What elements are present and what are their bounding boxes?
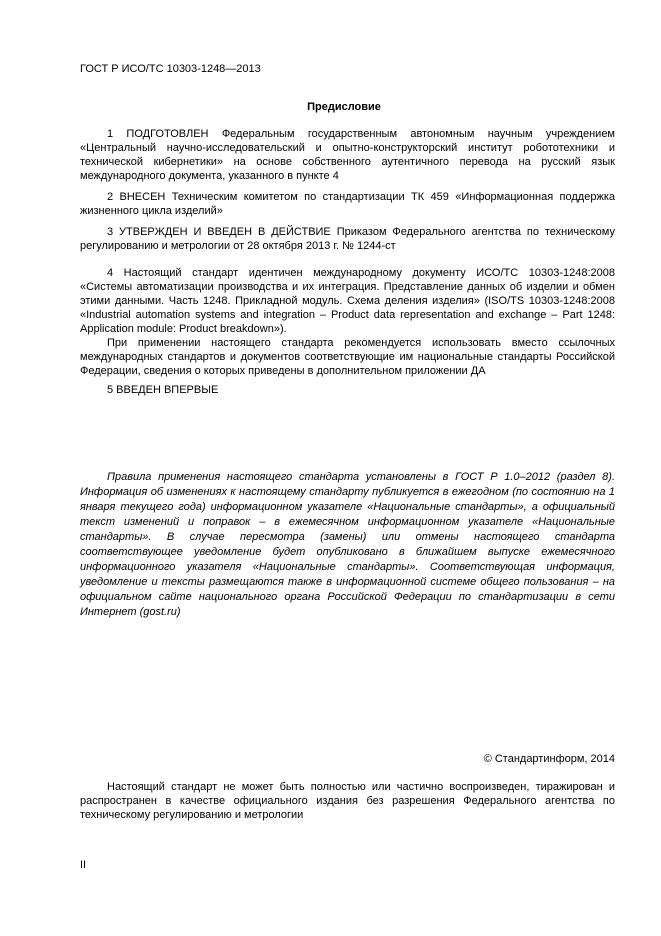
item-2-text: 2 ВНЕСЕН Техническим комитетом по стандартизации ТК 459 «Информационная поддержка жизненного цикла изделий»	[80, 191, 615, 217]
item-5-text: 5 ВВЕДЕН ВПЕРВЫЕ	[107, 384, 219, 396]
item-1-text: 1 ПОДГОТОВЛЕН Федеральным государственным автономным научным учреждением «Центральный научно-исследовательский и опытно-конструкторский институт робототехники и технической кибернетики» на основе собственного аутентичного перевода на русский язык международного документа, указанного в пункте 4	[80, 128, 615, 182]
copyright: © Стандартинформ, 2014	[483, 753, 615, 765]
section-title: Предисловие	[307, 101, 381, 113]
item-2	[80, 190, 615, 218]
item-4	[80, 266, 615, 378]
usage-notice	[80, 470, 615, 620]
item-4-note: При применении настоящего стандарта рекомендуется использовать вместо ссылочных международных стандартов и документов соответствующие им национальные стандарты Российской Федерации, сведения о которых приведены в дополнительном приложении ДА	[80, 337, 615, 377]
item-1	[80, 127, 615, 183]
page-number: II	[80, 859, 87, 871]
rights-statement	[80, 780, 615, 822]
item-5	[80, 383, 615, 397]
document-header: ГОСТ Р ИСО/ТС 10303-1248—2013	[80, 63, 261, 75]
item-4-text: 4 Настоящий стандарт идентичен международному документу ИСО/ТС 10303-1248:2008 «Системы автоматизации производства и их интеграция. Представление данных об изделии и обмен этими данными. Часть 1248. Прикладной модуль. Схема деления изделия» (ISO/TS 10303-1248:2008 «Industrial automation systems and integration – Product data representation and exchange – Part 1248: Application module: Product breakdown»).	[80, 267, 615, 335]
item-3-text: 3 УТВЕРЖДЕН И ВВЕДЕН В ДЕЙСТВИЕ Приказом Федерального агентства по техническому регулированию и метрологии от 28 октября 2013 г. № 1244-ст	[80, 226, 615, 252]
rights-statement-text: Настоящий стандарт не может быть полностью или частично воспроизведен, тиражирован и распространен в качестве официального издания без разрешения Федерального агентства по техническому регулированию и метрологии	[80, 781, 615, 821]
usage-notice-text: Правила применения настоящего стандарта установлены в ГОСТ Р 1.0–2012 (раздел 8). Информация об изменениях к настоящему стандарту публикуется в ежегодном (по состоянию на 1 января текущего года) информационном указателе «Национальные стандарты», а официальный текст изменений и поправок – в ежемесячном информационном указателе «Национальные стандарты». В случае пересмотра (замены) или отмены настоящего стандарта соответствующее уведомление будет опубликовано в ближайшем выпуске ежемесячного информационного указателя «Национальные стандарты». Соответствующая информация, уведомление и тексты размещаются также в информационной системе общего пользования – на официальном сайте национального органа Российской Федерации по стандартизации в сети Интернет (gost.ru)	[80, 471, 615, 618]
item-3	[80, 225, 615, 253]
